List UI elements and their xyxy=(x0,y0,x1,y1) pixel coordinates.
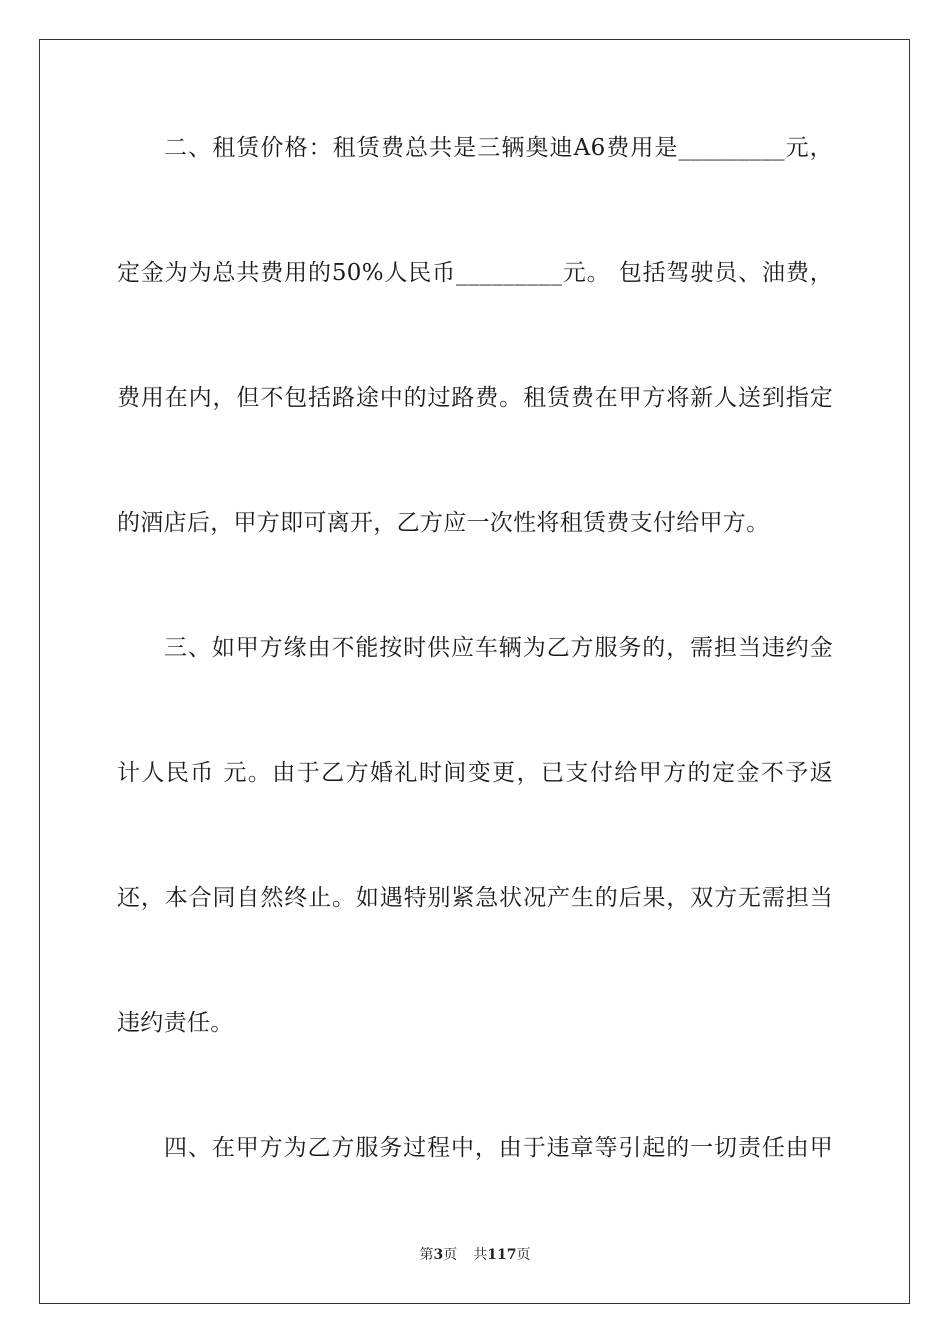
paragraph-4-line-1: 四、在甲方为乙方服务过程中，由于违章等引起的一切责任由甲 xyxy=(164,1135,833,1161)
page-prefix: 第 xyxy=(419,1247,434,1263)
total-pages: 117 xyxy=(487,1247,517,1263)
page-number: 3 xyxy=(433,1247,444,1263)
paragraph-3-line-2: 计人民币 元。由于乙方婚礼时间变更，已支付给甲方的定金不予返 xyxy=(117,760,833,786)
paragraph-2-line-4: 的酒店后，甲方即可离开，乙方应一次性将租赁费支付给甲方。 xyxy=(117,510,770,536)
paragraph-2-line-2: 定金为为总共费用的50%人民币_________元。 包括驾驶员、油费， xyxy=(117,260,833,286)
paragraph-3-line-1: 三、如甲方缘由不能按时供应车辆为乙方服务的，需担当违约金 xyxy=(164,635,833,661)
page-border xyxy=(39,39,910,1304)
paragraph-3-line-3: 还，本合同自然终止。如遇特别紧急状况产生的后果，双方无需担当 xyxy=(117,885,833,911)
total-prefix: 共 xyxy=(473,1247,488,1263)
total-suffix: 页 xyxy=(516,1247,531,1263)
page-suffix: 页 xyxy=(443,1247,458,1263)
paragraph-2-line-1: 二、租赁价格：租赁费总共是三辆奥迪A6费用是_________元， xyxy=(164,135,833,161)
paragraph-3-line-4: 违约责任。 xyxy=(117,1010,234,1036)
page-footer xyxy=(0,1246,950,1264)
paragraph-2-line-3: 费用在内，但不包括路途中的过路费。租赁费在甲方将新人送到指定 xyxy=(117,385,833,411)
